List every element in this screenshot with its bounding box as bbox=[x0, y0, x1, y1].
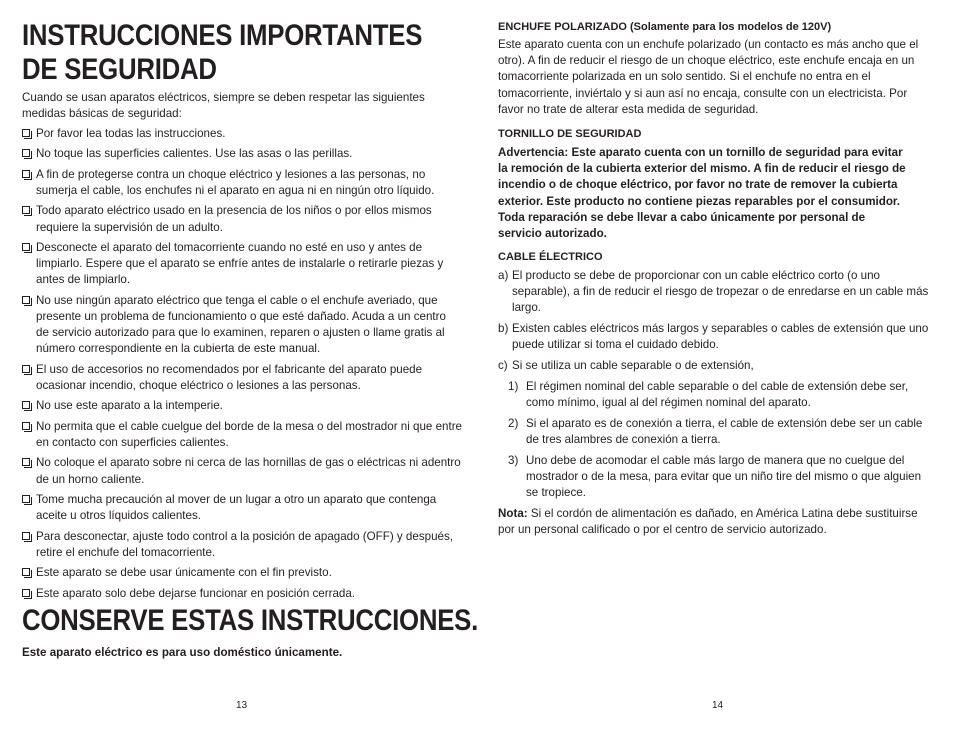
checkbox-icon bbox=[22, 401, 30, 409]
screw-section-text: Advertencia: Este aparato cuenta con un tornillo de seguridad para evitar la remoción de la cubierta exterior del mismo. A fin de reducir el riesgo de incendio o de choque eléctrico, por favor no trate de remover la cubierta exterior. Este producto no contiene piezas reparables por el consumidor. Toda reparación se debe llevar a cabo únicamente por personal de servicio autorizado. bbox=[498, 146, 906, 241]
cord-list-item-text: El régimen nominal del cable separable o del cable de extensión debe ser, como mínimo, igual al del régimen nominal del aparato. bbox=[526, 379, 909, 409]
list-marker: 1) bbox=[508, 379, 519, 393]
checkbox-icon bbox=[22, 495, 30, 503]
list-marker: b) bbox=[498, 322, 509, 336]
intro-text: Cuando se usan aparatos eléctricos, siempre se deben respetar las siguientes medidas básicas de seguridad: bbox=[22, 91, 425, 121]
safety-list-item bbox=[22, 126, 462, 142]
safety-list-item-text: No use este aparato a la intemperie. bbox=[36, 399, 223, 413]
safety-list-item bbox=[22, 398, 462, 414]
cord-section-title: CABLE ÉLECTRICO bbox=[498, 251, 603, 263]
note-text: Si el cordón de alimentación es dañado, en América Latina debe sustituirse por un personal calificado o por el centro de servicio autorizado. bbox=[498, 506, 918, 536]
note-label: Nota: bbox=[498, 506, 528, 520]
checkbox-icon bbox=[22, 243, 30, 251]
cord-list-item-text: El producto se debe de proporcionar con un cable eléctrico corto (o uno separable), a fin de reducir el riesgo de tropezar o de enredarse en un cable más largo. bbox=[512, 269, 929, 315]
safety-list-item-text: No use ningún aparato eléctrico que tenga el cable o el enchufe averiado, que presente un problema de funcionamiento o que esté dañado. Acuda a un centro de servicio autorizado para que lo examinen, reparen o ajusten o llame gratis al número correspondiente en la cubierta de este manual. bbox=[36, 293, 446, 356]
page-number: 14 bbox=[712, 700, 724, 711]
safety-list-item-text: Tome mucha precaución al mover de un lugar a otro un aparato que contenga aceite u otros líquidos calientes. bbox=[36, 492, 437, 523]
safety-list-item-text: El uso de accesorios no recomendados por el fabricante del aparato puede ocasionar incendio, choque eléctrico o lesiones a las personas. bbox=[36, 362, 423, 392]
screw-section-title: TORNILLO DE SEGURIDAD bbox=[498, 128, 642, 140]
checkbox-icon bbox=[22, 589, 30, 597]
note-paragraph bbox=[498, 506, 930, 538]
page-heading-line2: DE SEGURIDAD bbox=[22, 53, 217, 86]
plug-section-text: Este aparato cuenta con un enchufe polarizado (un contacto es más ancho que el otro). A fin de reducir el riesgo de un choque eléctrico, este enchufe encaja en un tomacorriente polarizada en un solo sentido. Si el enchufe no entra en el tomacorriente, inviértalo y si aun así no encaja, consulte con un electricista. Por favor no trate de alterar esta medida de seguridad. bbox=[498, 38, 919, 116]
safety-list bbox=[22, 126, 462, 606]
safety-list-item bbox=[22, 362, 462, 394]
checkbox-icon bbox=[22, 296, 30, 304]
cord-section-list bbox=[498, 268, 930, 538]
cord-list-item bbox=[498, 268, 930, 317]
conserve-heading: CONSERVE ESTAS INSTRUCCIONES. bbox=[22, 604, 479, 637]
cord-list-item bbox=[508, 379, 930, 411]
safety-list-item-text: No permita que el cable cuelgue del borde de la mesa o del mostrador ni que entre en contacto con superficies calientes. bbox=[36, 419, 463, 449]
plug-section-title: ENCHUFE POLARIZADO (Solamente para los modelos de 120V) bbox=[498, 21, 832, 33]
cord-list-item bbox=[508, 453, 930, 502]
household-use-note: Este aparato eléctrico es para uso doméstico únicamente. bbox=[22, 646, 343, 659]
checkbox-icon bbox=[22, 129, 30, 137]
list-marker: c) bbox=[498, 359, 508, 373]
checkbox-icon bbox=[22, 532, 30, 540]
safety-list-item-text: Todo aparato eléctrico usado en la presencia de los niños o por ellos mismos requiere la supervisión de un adulto. bbox=[36, 204, 432, 234]
safety-list-item bbox=[22, 419, 462, 451]
list-marker: a) bbox=[498, 269, 509, 282]
safety-list-item bbox=[22, 240, 462, 289]
safety-list-item-text: Este aparato solo debe dejarse funcionar en posición cerrada. bbox=[36, 586, 356, 600]
checkbox-icon bbox=[22, 206, 30, 214]
cord-list-item-text: Uno debe de acomodar el cable más largo de manera que no cuelgue del mostrador o de la mesa, para evitar que un niño tire del mismo o que alguien se tropiece. bbox=[526, 453, 922, 499]
cord-list-item-text: Si el aparato es de conexión a tierra, el cable de extensión debe ser un cable de tres alambres de conexión a tierra. bbox=[526, 416, 923, 446]
safety-list-item bbox=[22, 167, 462, 199]
checkbox-icon bbox=[22, 458, 30, 466]
cord-list-item bbox=[498, 321, 930, 353]
page-number: 13 bbox=[236, 700, 248, 711]
safety-list-item bbox=[22, 455, 462, 487]
safety-list-item-text: Por favor lea todas las instrucciones. bbox=[36, 127, 226, 140]
safety-list-item-text: Desconecte el aparato del tomacorriente cuando no esté en uso y antes de limpiarlo. Espere que el aparato se enfríe antes de instalarle o retirarle piezas y antes de limpiarlo. bbox=[36, 240, 444, 287]
safety-list-item bbox=[22, 492, 462, 524]
safety-list-item bbox=[22, 586, 462, 602]
safety-list-item-text: A fin de protegerse contra un choque eléctrico y lesiones a las personas, no sumerja el cable, los enchufes ni el aparato en agua ni en ningún otro líquido. bbox=[36, 167, 435, 197]
safety-list-item-text: No toque las superficies calientes. Use las asas o las perillas. bbox=[36, 147, 353, 161]
safety-list-item bbox=[22, 529, 462, 561]
safety-list-item bbox=[22, 565, 462, 581]
left-page bbox=[22, 0, 479, 738]
list-marker: 2) bbox=[508, 416, 519, 430]
cord-list-item bbox=[508, 416, 930, 448]
cord-list-item-text: Si se utiliza un cable separable o de extensión, bbox=[512, 359, 754, 373]
safety-list-item-text: Este aparato se debe usar únicamente con el fin previsto. bbox=[36, 566, 332, 580]
checkbox-icon bbox=[22, 365, 30, 373]
safety-list-item bbox=[22, 203, 462, 235]
safety-list-item bbox=[22, 146, 462, 162]
list-marker: 3) bbox=[508, 453, 519, 467]
checkbox-icon bbox=[22, 568, 30, 576]
safety-list-item-text: Para desconectar, ajuste todo control a la posición de apagado (OFF) y después, retire el enchufe del tomacorriente. bbox=[36, 529, 453, 559]
page-heading: INSTRUCCIONES IMPORTANTES bbox=[22, 19, 423, 52]
checkbox-icon bbox=[22, 422, 30, 430]
right-page bbox=[498, 0, 930, 738]
cord-list-item bbox=[498, 358, 930, 374]
safety-list-item bbox=[22, 293, 462, 358]
checkbox-icon bbox=[22, 170, 30, 178]
checkbox-icon bbox=[22, 149, 30, 157]
safety-list-item-text: No coloque el aparato sobre ni cerca de las hornillas de gas o eléctricas ni adentro de un horno caliente. bbox=[36, 456, 461, 486]
cord-list-item-text: Existen cables eléctricos más largos y separables o cables de extensión que uno puede utilizar si toma el cuidado debido. bbox=[512, 322, 929, 352]
